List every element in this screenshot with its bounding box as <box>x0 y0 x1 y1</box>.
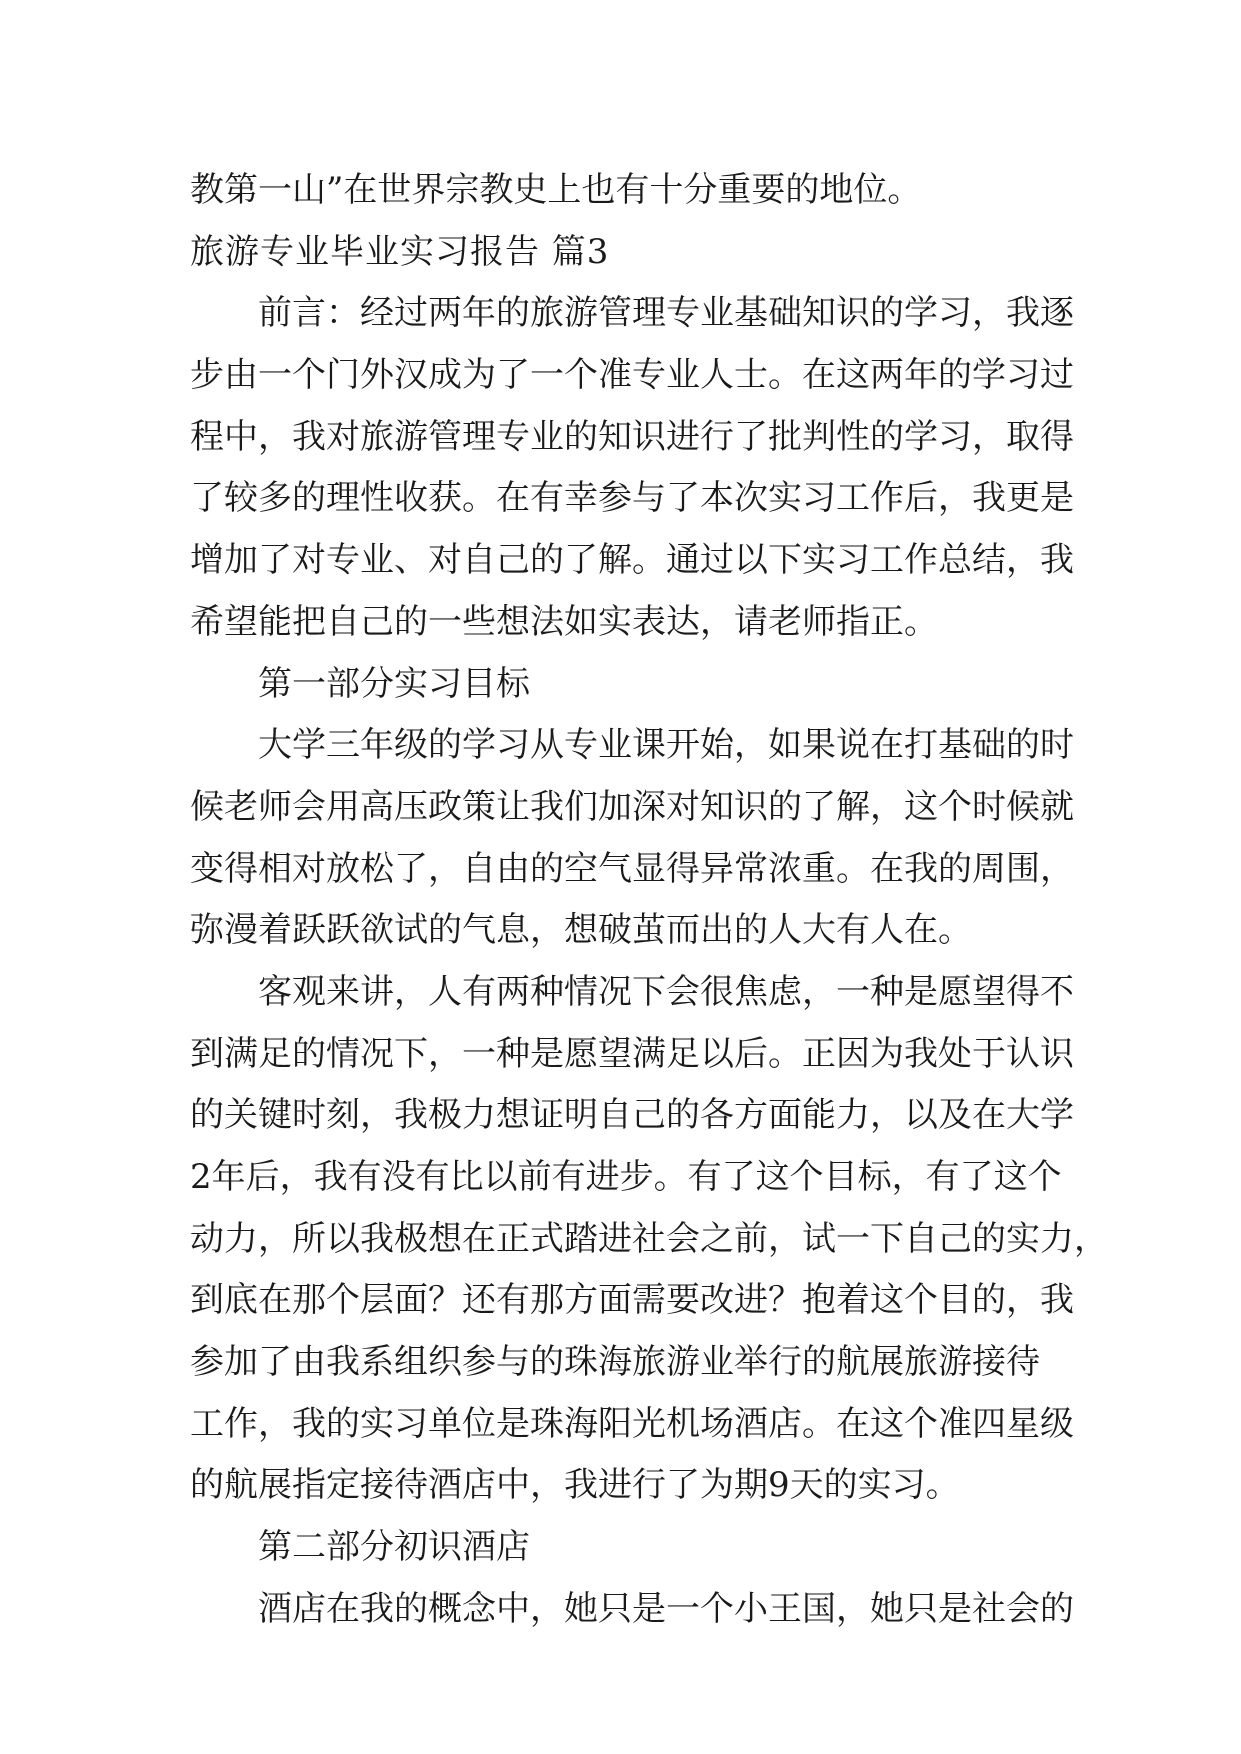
subsection-heading: 第一部分实习目标 <box>258 663 530 704</box>
text-line: 动力，所以我极想在正式踏进社会之前，试一下自己的实力， <box>190 1218 1108 1259</box>
document-body <box>190 160 1108 1641</box>
text-line: 希望能把自己的一些想法如实表达，请老师指正。 <box>190 601 938 642</box>
text-line: 到底在那个层面？还有那方面需要改进？抱着这个目的，我 <box>190 1280 1074 1321</box>
text-line: 工作，我的实习单位是珠海阳光机场酒店。在这个准四星级 <box>190 1403 1074 1444</box>
text-line: 教第一山”在世界宗教史上也有十分重要的地位。 <box>190 170 922 210</box>
text-line: 2年后，我有没有比以前有进步。有了这个目标，有了这个 <box>190 1157 1062 1197</box>
text-line: 酒店在我的概念中，她只是一个小王国，她只是社会的 <box>258 1588 1074 1629</box>
text-line: 的航展指定接待酒店中，我进行了为期9天的实习。 <box>190 1465 960 1506</box>
text-line: 变得相对放松了，自由的空气显得异常浓重。在我的周围， <box>190 848 1074 889</box>
text-line: 的关键时刻，我极力想证明自己的各方面能力，以及在大学 <box>190 1095 1074 1136</box>
section-heading: 旅游专业毕业实习报告 篇3 <box>190 231 610 272</box>
text-line: 大学三年级的学习从专业课开始，如果说在打基础的时 <box>258 725 1074 766</box>
text-line: 增加了对专业、对自己的了解。通过以下实习工作总结，我 <box>190 540 1074 581</box>
text-line: 参加了由我系组织参与的珠海旅游业举行的航展旅游接待 <box>190 1342 1040 1383</box>
text-line: 前言：经过两年的旅游管理专业基础知识的学习，我逐 <box>258 293 1074 334</box>
text-line: 弥漫着跃跃欲试的气息，想破茧而出的人大有人在。 <box>190 910 972 951</box>
text-line: 程中，我对旅游管理专业的知识进行了批判性的学习，取得 <box>190 416 1074 457</box>
text-line: 客观来讲，人有两种情况下会很焦虑，一种是愿望得不 <box>258 971 1074 1012</box>
text-line: 候老师会用高压政策让我们加深对知识的了解，这个时候就 <box>190 786 1074 827</box>
text-line: 到满足的情况下，一种是愿望满足以后。正因为我处于认识 <box>190 1033 1074 1074</box>
text-line: 步由一个门外汉成为了一个准专业人士。在这两年的学习过 <box>190 355 1074 396</box>
subsection-heading: 第二部分初识酒店 <box>258 1527 530 1568</box>
text-line: 了较多的理性收获。在有幸参与了本次实习工作后，我更是 <box>190 478 1074 519</box>
